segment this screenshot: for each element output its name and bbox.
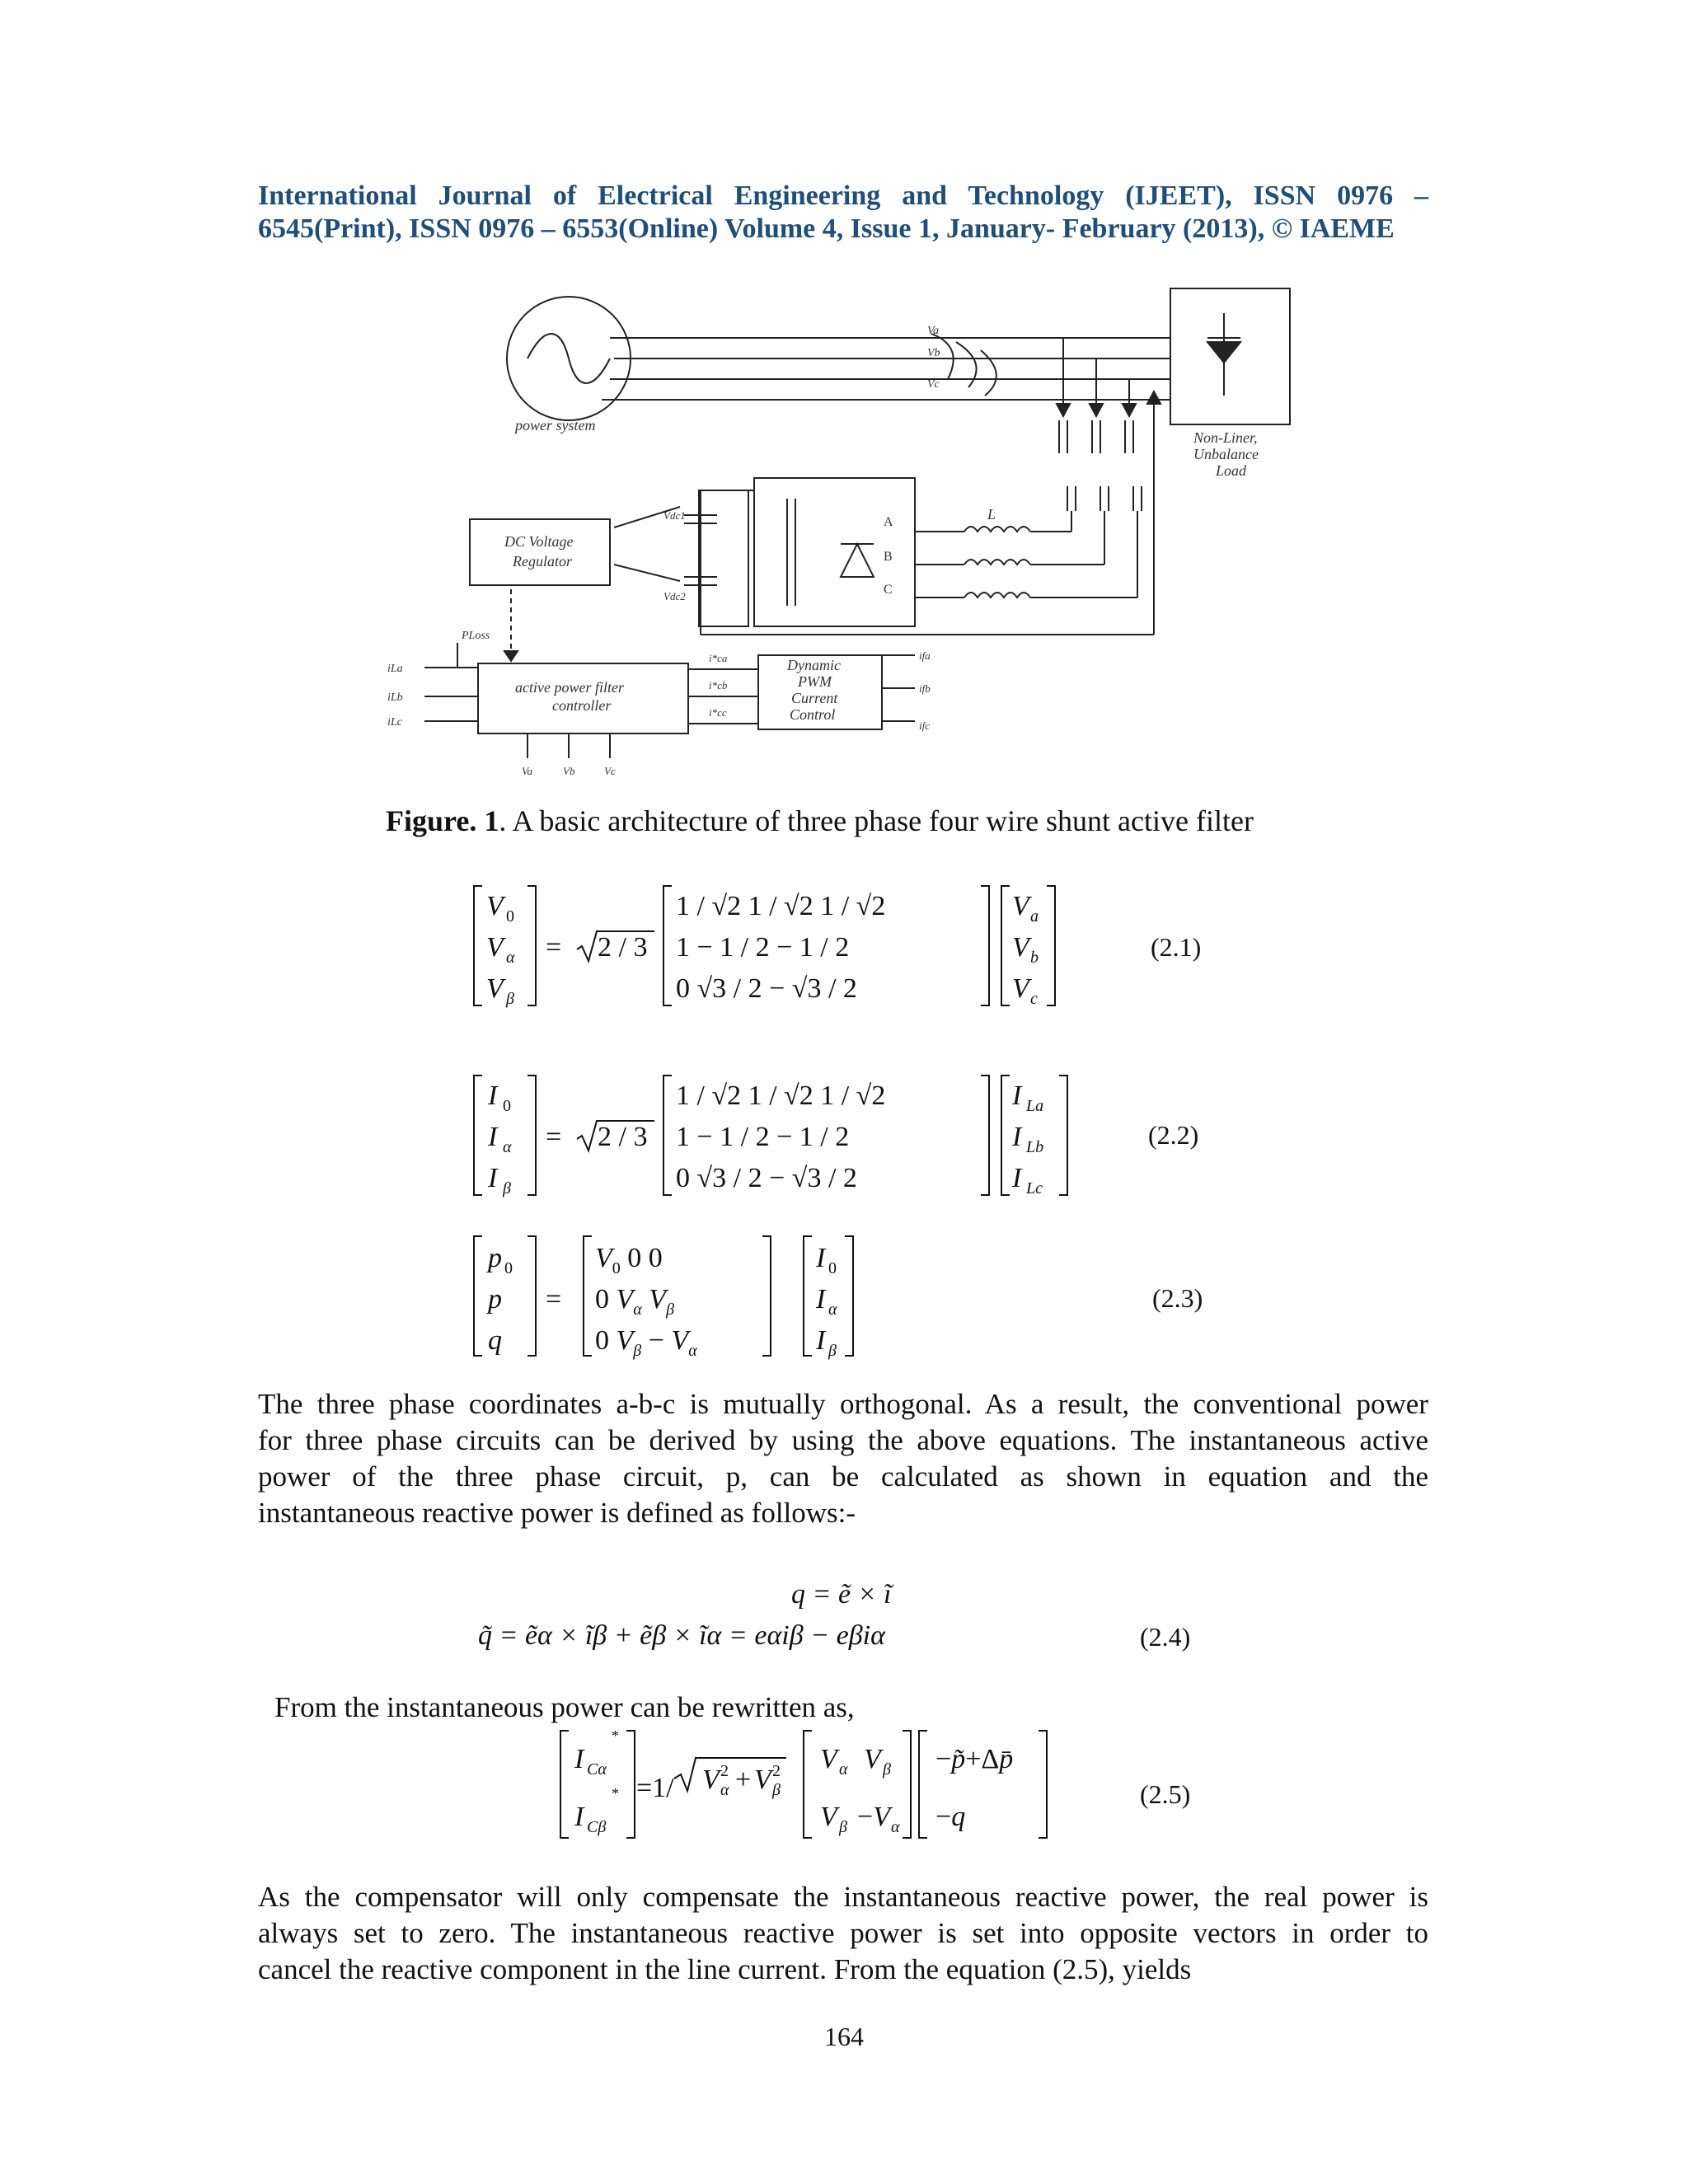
label-icb: i*cb bbox=[709, 679, 728, 691]
label-vdc2: Vdc2 bbox=[663, 590, 686, 602]
svg-text:V: V bbox=[1012, 973, 1029, 1004]
label-apf-1: active power filter bbox=[515, 679, 624, 696]
svg-text:1 − 1 / 2 − 1 / 2: 1 − 1 / 2 − 1 / 2 bbox=[676, 932, 850, 963]
eq23-number: (2.3) bbox=[1152, 1283, 1203, 1313]
paragraph-3-line-1: As the compensator will only compensate the instantaneous reactive power, the real power is bbox=[258, 1881, 1428, 1913]
label-power-system: power system bbox=[515, 417, 596, 434]
paragraph-1 bbox=[258, 1386, 1428, 1531]
svg-text:V: V bbox=[702, 1765, 720, 1795]
label-vdc1: Vdc1 bbox=[663, 509, 686, 522]
svg-text:1 / √2 1 / √2 1 / √2: 1 / √2 1 / √2 1 / √2 bbox=[676, 891, 886, 921]
label-phase-b: B bbox=[884, 550, 893, 564]
svg-text:V: V bbox=[820, 1802, 837, 1832]
page-number: 164 bbox=[824, 2022, 864, 2051]
journal-header-line1: International Journal of Electrical Engineering and Technology (IJEET), ISSN 0976 – bbox=[258, 180, 1428, 211]
label-ilc: iLc bbox=[387, 716, 402, 729]
label-ploss: PLoss bbox=[462, 630, 490, 642]
svg-text:−V: −V bbox=[857, 1802, 890, 1832]
paragraph-3-line-3: cancel the reactive component in the line current. From the equation (2.5), yields bbox=[258, 1953, 1192, 1985]
svg-text:V: V bbox=[1012, 932, 1029, 963]
svg-text:I: I bbox=[1012, 1122, 1022, 1152]
paragraph-2-text: From the instantaneous power can be rewritten as, bbox=[274, 1691, 855, 1723]
svg-text:La: La bbox=[1026, 1097, 1044, 1115]
svg-text:p: p bbox=[488, 1243, 502, 1273]
svg-text:0: 0 bbox=[828, 1259, 837, 1277]
svg-text:I: I bbox=[488, 1080, 498, 1111]
label-phase-a: A bbox=[884, 515, 893, 529]
svg-text:2: 2 bbox=[772, 1762, 781, 1780]
paragraph-3 bbox=[258, 1879, 1428, 1988]
label-load-1: Non-Liner, bbox=[1193, 429, 1258, 446]
svg-text:β: β bbox=[506, 990, 514, 1008]
svg-text:V: V bbox=[754, 1765, 771, 1795]
svg-text:Cβ: Cβ bbox=[587, 1818, 607, 1836]
svg-text:I: I bbox=[488, 1122, 498, 1152]
svg-text:*: * bbox=[612, 1727, 619, 1744]
svg-text:α: α bbox=[839, 1760, 848, 1779]
paragraph-3-line-2: always set to zero. The instantaneous reactive power is set into opposite vectors in order to bbox=[258, 1917, 1428, 1949]
label-ifc: ifc bbox=[919, 719, 930, 732]
svg-text:I: I bbox=[1012, 1163, 1022, 1193]
svg-text:2 / 3: 2 / 3 bbox=[598, 1122, 648, 1152]
svg-text:b: b bbox=[1030, 949, 1039, 967]
svg-text:a: a bbox=[1030, 907, 1039, 926]
svg-text:β: β bbox=[772, 1781, 781, 1799]
svg-text:q: q bbox=[488, 1325, 502, 1356]
svg-text:Lc: Lc bbox=[1026, 1179, 1043, 1197]
svg-text:α: α bbox=[828, 1301, 837, 1319]
svg-text:0 √3 / 2 − √3 / 2: 0 √3 / 2 − √3 / 2 bbox=[676, 1163, 857, 1193]
label-dcvr-1: DC Voltage bbox=[504, 533, 574, 550]
eq24-number: (2.4) bbox=[1140, 1622, 1191, 1652]
svg-text:V: V bbox=[486, 891, 504, 921]
svg-text:V0 0 0: $V_0$ 0 0 bbox=[595, 1243, 663, 1277]
label-inductor: L bbox=[987, 506, 996, 523]
paragraph-2 bbox=[274, 1690, 1016, 1726]
svg-text:I: I bbox=[816, 1284, 826, 1315]
svg-text:+: + bbox=[735, 1765, 752, 1795]
svg-text:β: β bbox=[503, 1179, 511, 1197]
svg-text:V: V bbox=[486, 932, 504, 963]
svg-text:1 − 1 / 2 − 1 / 2: 1 − 1 / 2 − 1 / 2 bbox=[676, 1122, 850, 1152]
svg-text:2 / 3: 2 / 3 bbox=[598, 932, 648, 963]
label-pwm-3: Current bbox=[791, 690, 838, 706]
svg-text:−p̃+Δp̄: −p̃+Δp̄ bbox=[935, 1744, 1014, 1774]
svg-text:V: V bbox=[864, 1744, 881, 1774]
label-apf-2: controller bbox=[552, 697, 612, 714]
svg-text:V: V bbox=[1012, 891, 1029, 921]
svg-text:α: α bbox=[506, 949, 515, 967]
label-vc: Vc bbox=[927, 378, 940, 391]
svg-text:V: V bbox=[486, 973, 504, 1004]
svg-text:I: I bbox=[574, 1744, 584, 1774]
svg-text:p: p bbox=[488, 1284, 502, 1315]
eq24-line1: q = ẽ × ĩ bbox=[791, 1579, 892, 1610]
eq22-number: (2.2) bbox=[1148, 1120, 1199, 1150]
eq21-number: (2.1) bbox=[1151, 932, 1202, 962]
label-load-3: Load bbox=[1216, 462, 1247, 479]
svg-text:α: α bbox=[720, 1781, 729, 1799]
figure-caption-text: . A basic architecture of three phase four wire shunt active filter bbox=[499, 804, 1254, 837]
svg-text:=1/: =1/ bbox=[636, 1773, 674, 1803]
svg-text:α: α bbox=[503, 1138, 512, 1156]
eq24-line2: q̃ = ẽα × ĩβ + ẽβ × ĩα = eαiβ − eβiα bbox=[478, 1620, 885, 1651]
label-pwm-2: PWM bbox=[798, 673, 832, 690]
label-load-2: Unbalance bbox=[1193, 446, 1259, 462]
label-pwm-1: Dynamic bbox=[787, 657, 841, 673]
label-pwm-4: Control bbox=[790, 706, 836, 723]
label-vac: Va bbox=[522, 765, 532, 777]
label-ifb: ifb bbox=[919, 682, 931, 695]
svg-text:Cα: Cα bbox=[587, 1760, 607, 1779]
svg-text:I: I bbox=[816, 1243, 826, 1273]
svg-text:Lb: Lb bbox=[1026, 1138, 1044, 1156]
paragraph-1-line-2: for three phase circuits can be derived by using the above equations. The instantaneous active bbox=[258, 1424, 1428, 1456]
svg-text:α: α bbox=[891, 1818, 900, 1836]
svg-text:0 Vβ − Vα: 0 $V_\beta - V_\alpha$ bbox=[595, 1325, 697, 1360]
svg-text:I: I bbox=[1012, 1080, 1022, 1111]
svg-text:β: β bbox=[828, 1342, 837, 1360]
svg-text:0 Vα Vβ: 0 $V_\alpha$ $V_\beta$ bbox=[595, 1284, 675, 1319]
svg-text:I: I bbox=[574, 1802, 584, 1832]
svg-text:β: β bbox=[839, 1818, 847, 1836]
paragraph-1-line-1: The three phase coordinates a-b-c is mutually orthogonal. As a result, the conventional power bbox=[258, 1388, 1428, 1420]
label-ila: iLa bbox=[387, 663, 403, 675]
svg-text:1 / √2 1 / √2 1 / √2: 1 / √2 1 / √2 1 / √2 bbox=[676, 1080, 886, 1111]
svg-text:0: 0 bbox=[506, 907, 514, 926]
label-ilb: iLb bbox=[387, 691, 403, 704]
svg-text:0: 0 bbox=[504, 1259, 513, 1277]
label-ifa: ifa bbox=[919, 649, 931, 662]
svg-text:=: = bbox=[546, 1284, 562, 1315]
label-icc: i*cc bbox=[709, 706, 727, 719]
svg-text:0: 0 bbox=[503, 1097, 511, 1115]
eq25-number: (2.5) bbox=[1140, 1779, 1191, 1809]
svg-text:c: c bbox=[1030, 990, 1038, 1008]
svg-text:2: 2 bbox=[720, 1762, 729, 1780]
journal-header-line2: 6545(Print), ISSN 0976 – 6553(Online) Volume 4, Issue 1, January- February (2013), © IAEME bbox=[258, 213, 1395, 244]
svg-text:V: V bbox=[820, 1744, 837, 1774]
label-vb: Vb bbox=[927, 347, 940, 359]
label-vcc: Vc bbox=[604, 765, 616, 777]
svg-text:=: = bbox=[546, 932, 562, 963]
label-va: Va bbox=[927, 325, 939, 337]
svg-text:β: β bbox=[883, 1760, 891, 1779]
svg-text:0 √3 / 2 − √3 / 2: 0 √3 / 2 − √3 / 2 bbox=[676, 973, 857, 1004]
svg-text:I: I bbox=[488, 1163, 498, 1193]
paragraph-1-line-3: power of the three phase circuit, p, can be calculated as shown in equation and the bbox=[258, 1460, 1428, 1493]
svg-text:−q: −q bbox=[935, 1802, 966, 1832]
label-dcvr-2: Regulator bbox=[513, 553, 572, 569]
label-ica: i*ca bbox=[709, 652, 728, 664]
label-phase-c: C bbox=[884, 583, 893, 597]
label-vbc: Vb bbox=[563, 765, 575, 777]
svg-text:I: I bbox=[816, 1325, 826, 1356]
svg-text:*: * bbox=[612, 1785, 619, 1802]
svg-text:=: = bbox=[546, 1122, 562, 1152]
paragraph-1-line-4: instantaneous reactive power is defined as follows:- bbox=[258, 1497, 856, 1529]
figure-caption-label: Figure. 1 bbox=[386, 804, 499, 837]
